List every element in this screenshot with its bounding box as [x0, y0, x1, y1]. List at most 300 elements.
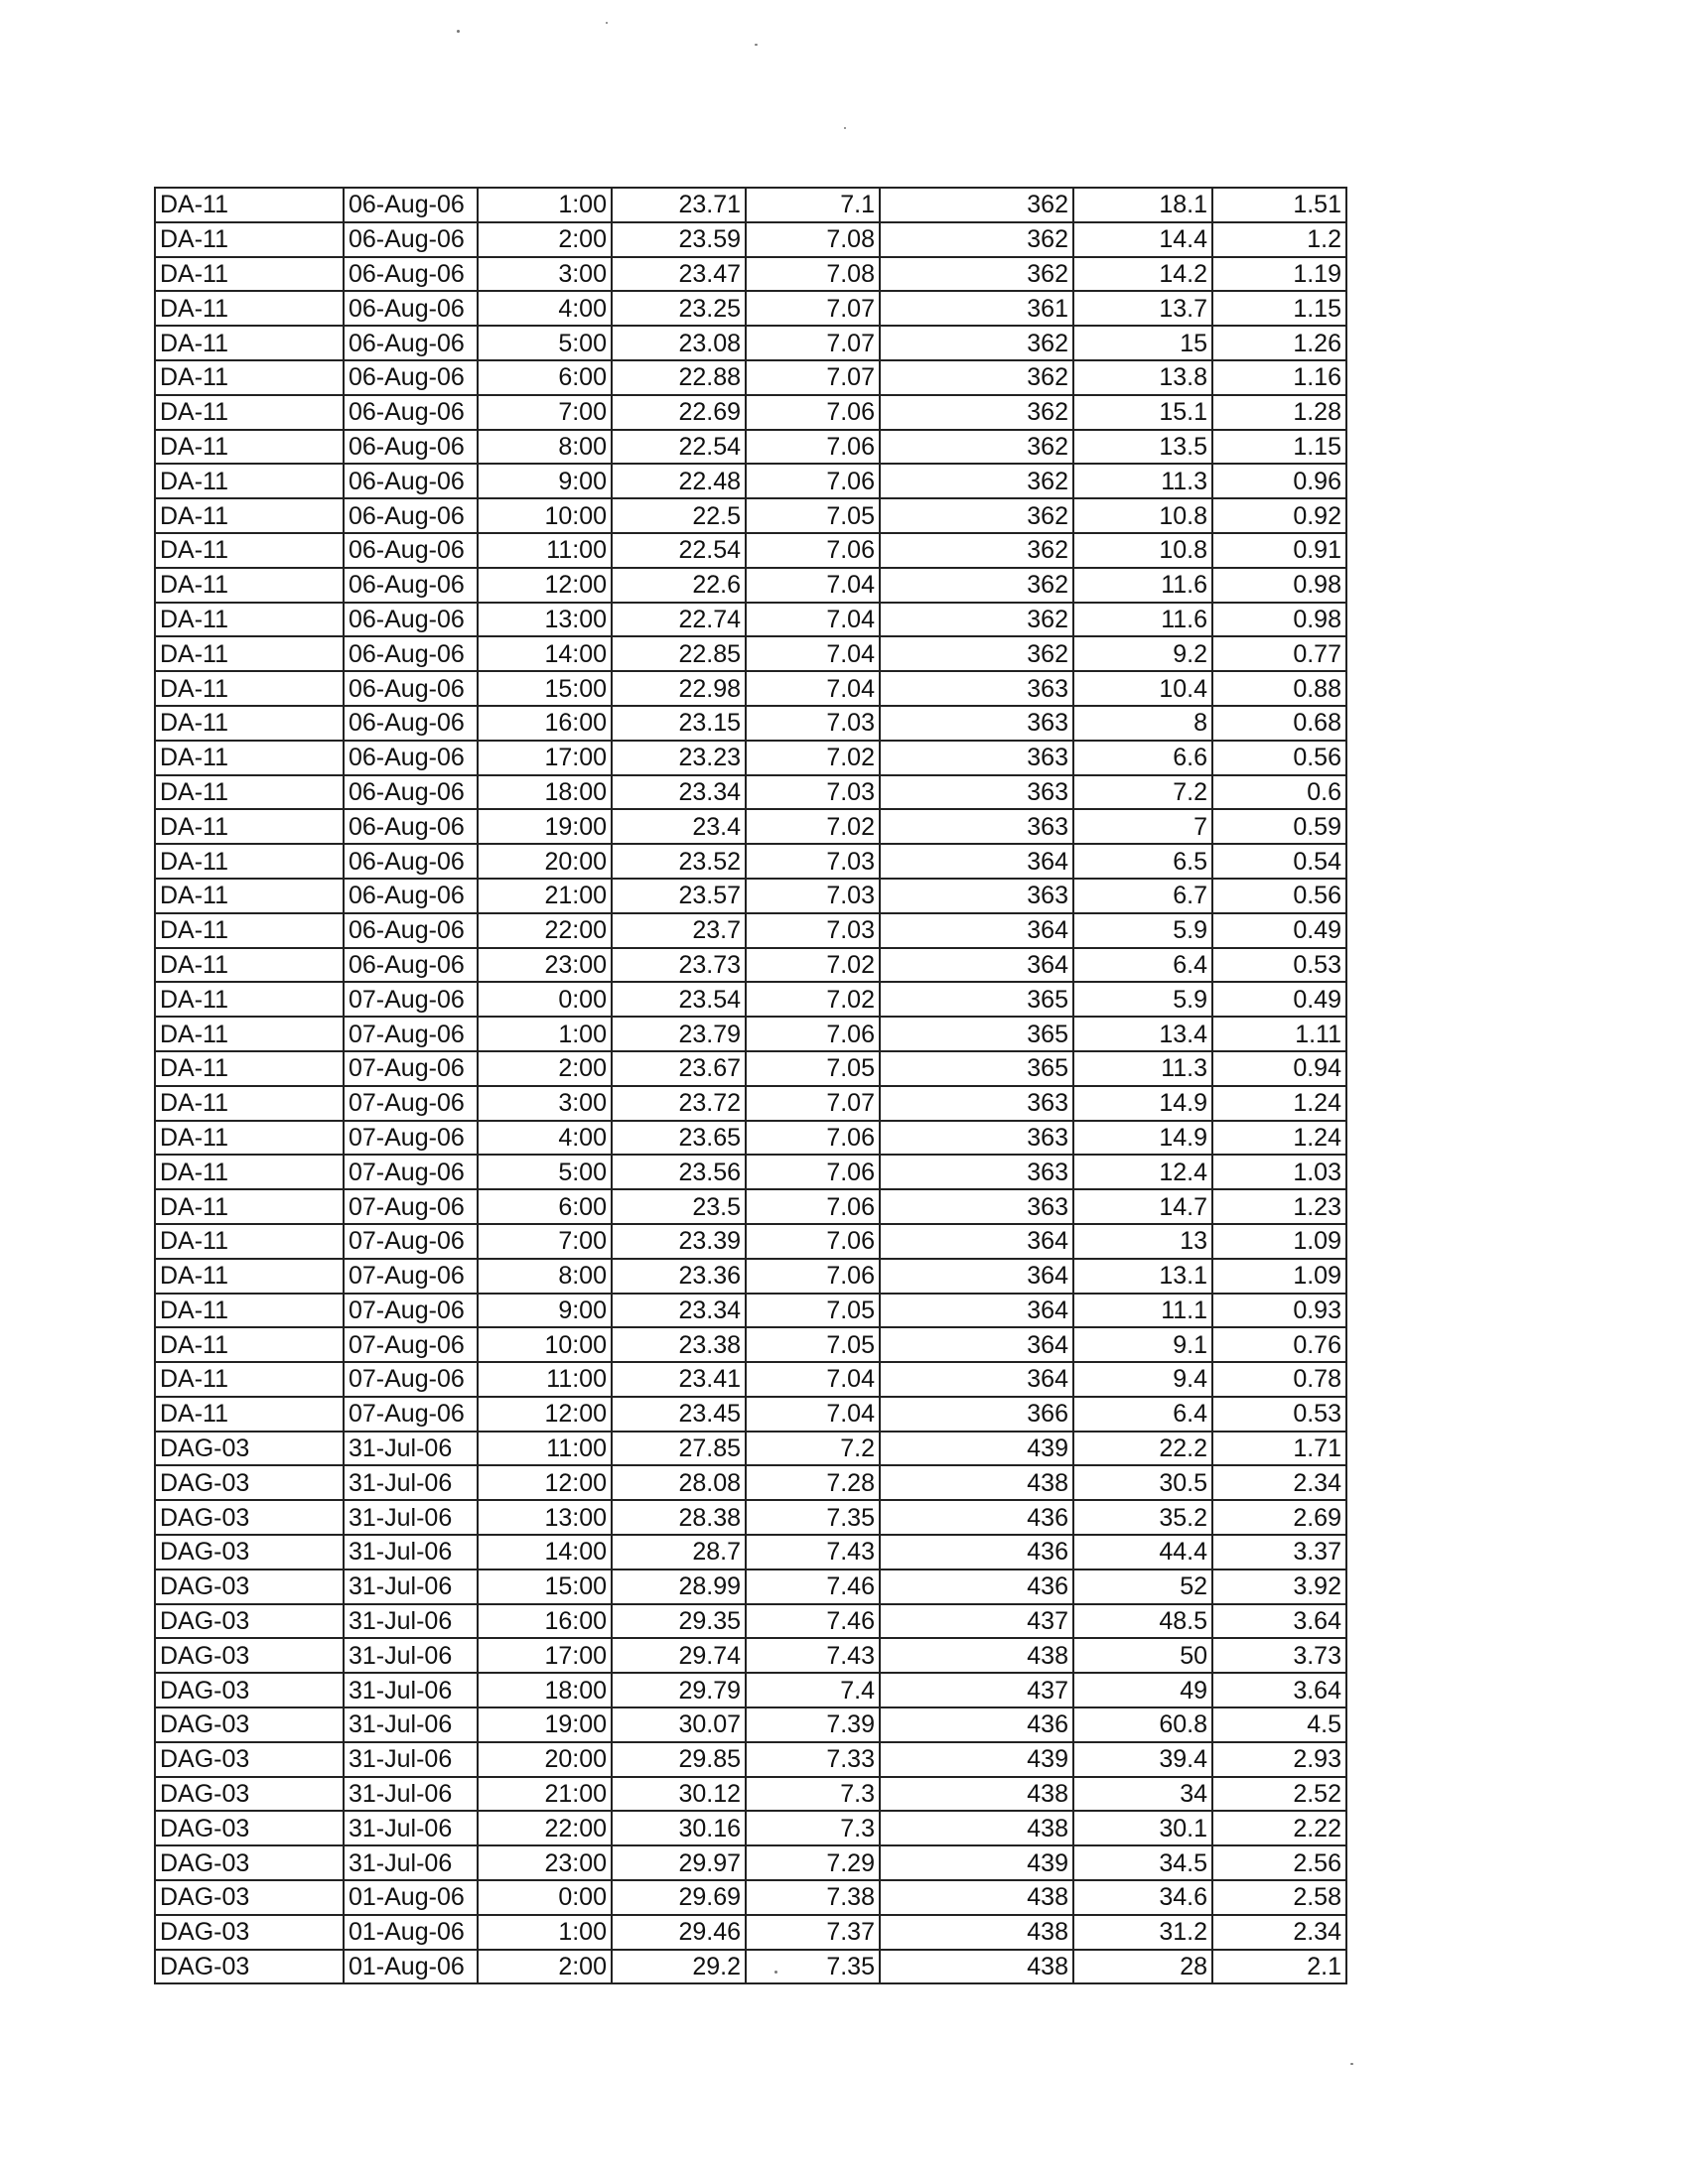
table-cell: 7.43 [746, 1638, 880, 1673]
table-cell: 18:00 [478, 1673, 612, 1707]
table-cell: 23.34 [612, 1294, 746, 1328]
table-row [155, 1294, 1346, 1328]
table-cell: 1.2 [1212, 222, 1346, 257]
table-cell: 7.06 [746, 1189, 880, 1224]
table-cell: 35.2 [1073, 1500, 1212, 1535]
table-cell: 362 [880, 188, 1073, 222]
table-cell: DAG-03 [155, 1845, 344, 1880]
table-cell: 7.06 [746, 395, 880, 430]
table-cell: 14:00 [478, 636, 612, 671]
table-cell: 06-Aug-06 [344, 395, 478, 430]
table-cell: 22.69 [612, 395, 746, 430]
table-cell: 23.71 [612, 188, 746, 222]
table-row [155, 257, 1346, 292]
table-cell: 15 [1073, 326, 1212, 360]
table-cell: 364 [880, 1362, 1073, 1397]
table-cell: 1.26 [1212, 326, 1346, 360]
table-cell: 28.08 [612, 1465, 746, 1500]
table-cell: 23.67 [612, 1051, 746, 1086]
table-cell: 22.74 [612, 603, 746, 637]
table-cell: 0.91 [1212, 533, 1346, 568]
table-cell: 21:00 [478, 1777, 612, 1812]
table-cell: 15:00 [478, 671, 612, 706]
table-row [155, 741, 1346, 775]
table-cell: 06-Aug-06 [344, 291, 478, 326]
table-cell: 365 [880, 1017, 1073, 1051]
table-cell: 7.02 [746, 741, 880, 775]
table-cell: DA-11 [155, 1121, 344, 1156]
table-cell: 1.24 [1212, 1086, 1346, 1121]
table-cell: DA-11 [155, 706, 344, 741]
table-cell: 1.11 [1212, 1017, 1346, 1051]
table-cell: 11.3 [1073, 1051, 1212, 1086]
table-cell: 7.46 [746, 1604, 880, 1639]
table-cell: 438 [880, 1950, 1073, 1984]
table-cell: 365 [880, 982, 1073, 1017]
table-cell: 06-Aug-06 [344, 671, 478, 706]
table-cell: 30.12 [612, 1777, 746, 1812]
table-cell: DA-11 [155, 948, 344, 983]
table-cell: DAG-03 [155, 1880, 344, 1915]
table-cell: 437 [880, 1604, 1073, 1639]
table-cell: 0.54 [1212, 844, 1346, 879]
table-cell: 363 [880, 741, 1073, 775]
table-cell: 23.08 [612, 326, 746, 360]
table-cell: 364 [880, 913, 1073, 948]
table-cell: 28.99 [612, 1570, 746, 1604]
table-cell: 17:00 [478, 741, 612, 775]
table-cell: DAG-03 [155, 1950, 344, 1984]
table-cell: 436 [880, 1570, 1073, 1604]
table-cell: 13:00 [478, 1500, 612, 1535]
table-cell: 07-Aug-06 [344, 1224, 478, 1259]
table-cell: 7.06 [746, 533, 880, 568]
table-cell: 15:00 [478, 1570, 612, 1604]
table-row [155, 1465, 1346, 1500]
table-cell: 0.56 [1212, 879, 1346, 913]
table-cell: 23.34 [612, 775, 746, 810]
table-cell: 06-Aug-06 [344, 706, 478, 741]
table-cell: 06-Aug-06 [344, 603, 478, 637]
table-cell: 14:00 [478, 1535, 612, 1570]
table-cell: 23.65 [612, 1121, 746, 1156]
table-cell: 50 [1073, 1638, 1212, 1673]
table-cell: 13.4 [1073, 1017, 1212, 1051]
table-cell: 6:00 [478, 360, 612, 395]
table-cell: 7.07 [746, 1086, 880, 1121]
table-cell: 22.54 [612, 533, 746, 568]
table-cell: 7.06 [746, 1259, 880, 1294]
table-cell: 6.5 [1073, 844, 1212, 879]
table-cell: 31-Jul-06 [344, 1845, 478, 1880]
table-cell: 12.4 [1073, 1155, 1212, 1189]
table-cell: DA-11 [155, 1017, 344, 1051]
table-cell: 29.69 [612, 1880, 746, 1915]
table-cell: 06-Aug-06 [344, 741, 478, 775]
table-row [155, 948, 1346, 983]
table-cell: 7.06 [746, 430, 880, 465]
table-cell: 7.05 [746, 498, 880, 533]
table-cell: 0.68 [1212, 706, 1346, 741]
table-cell: DAG-03 [155, 1638, 344, 1673]
table-cell: 365 [880, 1051, 1073, 1086]
table-cell: 07-Aug-06 [344, 1362, 478, 1397]
table-row [155, 188, 1346, 222]
table-cell: 7.07 [746, 326, 880, 360]
table-cell: 3.92 [1212, 1570, 1346, 1604]
table-cell: 363 [880, 809, 1073, 844]
table-cell: 2.22 [1212, 1811, 1346, 1845]
table-cell: 439 [880, 1742, 1073, 1777]
table-cell: 31-Jul-06 [344, 1604, 478, 1639]
table-cell: 07-Aug-06 [344, 1155, 478, 1189]
table-cell: 438 [880, 1811, 1073, 1845]
table-cell: 9.2 [1073, 636, 1212, 671]
table-cell: 363 [880, 879, 1073, 913]
table-cell: 12:00 [478, 1397, 612, 1432]
table-cell: DA-11 [155, 1362, 344, 1397]
table-cell: 7.35 [746, 1950, 880, 1984]
data-table-body [155, 188, 1346, 1983]
table-row [155, 326, 1346, 360]
table-cell: 07-Aug-06 [344, 1086, 478, 1121]
table-cell: 0.49 [1212, 913, 1346, 948]
table-cell: 9.1 [1073, 1327, 1212, 1362]
table-cell: 0.93 [1212, 1294, 1346, 1328]
table-cell: 31-Jul-06 [344, 1707, 478, 1742]
table-row [155, 395, 1346, 430]
table-cell: 16:00 [478, 1604, 612, 1639]
table-cell: 22.54 [612, 430, 746, 465]
table-cell: 2:00 [478, 222, 612, 257]
table-row [155, 1535, 1346, 1570]
table-cell: 23.73 [612, 948, 746, 983]
table-cell: DA-11 [155, 1327, 344, 1362]
table-cell: 7.3 [746, 1777, 880, 1812]
table-cell: 361 [880, 291, 1073, 326]
table-cell: 28.7 [612, 1535, 746, 1570]
table-cell: 1.71 [1212, 1432, 1346, 1466]
table-cell: 0.76 [1212, 1327, 1346, 1362]
table-cell: 363 [880, 1189, 1073, 1224]
table-cell: 362 [880, 636, 1073, 671]
table-row [155, 1880, 1346, 1915]
table-cell: 364 [880, 844, 1073, 879]
table-cell: 34 [1073, 1777, 1212, 1812]
table-cell: 364 [880, 1224, 1073, 1259]
table-cell: 06-Aug-06 [344, 568, 478, 603]
table-cell: DAG-03 [155, 1777, 344, 1812]
table-cell: 0.53 [1212, 1397, 1346, 1432]
table-cell: 7.3 [746, 1811, 880, 1845]
table-cell: DA-11 [155, 533, 344, 568]
table-row [155, 844, 1346, 879]
table-cell: DA-11 [155, 464, 344, 498]
table-cell: 07-Aug-06 [344, 1189, 478, 1224]
table-cell: 7.06 [746, 1017, 880, 1051]
table-cell: 06-Aug-06 [344, 430, 478, 465]
table-row [155, 291, 1346, 326]
table-cell: 438 [880, 1638, 1073, 1673]
table-cell: 3.64 [1212, 1604, 1346, 1639]
table-cell: 7:00 [478, 1224, 612, 1259]
table-cell: 3.73 [1212, 1638, 1346, 1673]
table-cell: 2.34 [1212, 1465, 1346, 1500]
table-cell: 364 [880, 948, 1073, 983]
table-cell: 11.3 [1073, 464, 1212, 498]
table-row [155, 360, 1346, 395]
table-cell: 364 [880, 1294, 1073, 1328]
table-row [155, 430, 1346, 465]
table-cell: 23.47 [612, 257, 746, 292]
table-row [155, 1224, 1346, 1259]
table-cell: DA-11 [155, 257, 344, 292]
table-cell: 19:00 [478, 1707, 612, 1742]
table-cell: 15.1 [1073, 395, 1212, 430]
table-cell: 23.23 [612, 741, 746, 775]
table-cell: 23.25 [612, 291, 746, 326]
table-cell: 9:00 [478, 464, 612, 498]
table-cell: 7.06 [746, 464, 880, 498]
table-cell: 8 [1073, 706, 1212, 741]
table-cell: 0.88 [1212, 671, 1346, 706]
table-cell: 7.02 [746, 809, 880, 844]
table-row [155, 1051, 1346, 1086]
table-cell: 23.72 [612, 1086, 746, 1121]
table-cell: 31-Jul-06 [344, 1673, 478, 1707]
table-cell: 22.5 [612, 498, 746, 533]
table-row [155, 1570, 1346, 1604]
table-cell: 29.79 [612, 1673, 746, 1707]
table-cell: 31-Jul-06 [344, 1742, 478, 1777]
table-cell: 364 [880, 1327, 1073, 1362]
table-cell: 1:00 [478, 1915, 612, 1950]
table-row [155, 809, 1346, 844]
table-cell: 06-Aug-06 [344, 636, 478, 671]
table-cell: DAG-03 [155, 1535, 344, 1570]
table-cell: 29.74 [612, 1638, 746, 1673]
table-cell: 9:00 [478, 1294, 612, 1328]
table-cell: 7.43 [746, 1535, 880, 1570]
table-cell: DA-11 [155, 568, 344, 603]
table-row [155, 533, 1346, 568]
table-cell: 29.97 [612, 1845, 746, 1880]
table-cell: 31-Jul-06 [344, 1638, 478, 1673]
table-cell: 13.1 [1073, 1259, 1212, 1294]
table-cell: 31-Jul-06 [344, 1811, 478, 1845]
table-cell: 366 [880, 1397, 1073, 1432]
table-row [155, 636, 1346, 671]
table-cell: 22.88 [612, 360, 746, 395]
table-cell: 28 [1073, 1950, 1212, 1984]
table-cell: 29.35 [612, 1604, 746, 1639]
table-cell: 362 [880, 533, 1073, 568]
table-cell: 10:00 [478, 498, 612, 533]
table-cell: 363 [880, 1121, 1073, 1156]
table-cell: 13.7 [1073, 291, 1212, 326]
table-cell: 7.04 [746, 671, 880, 706]
table-cell: 363 [880, 671, 1073, 706]
table-cell: 17:00 [478, 1638, 612, 1673]
table-cell: 7.07 [746, 360, 880, 395]
table-cell: DA-11 [155, 1294, 344, 1328]
table-cell: 5.9 [1073, 913, 1212, 948]
table-cell: 06-Aug-06 [344, 879, 478, 913]
table-cell: 363 [880, 1086, 1073, 1121]
table-cell: 2:00 [478, 1950, 612, 1984]
table-cell: 362 [880, 360, 1073, 395]
table-cell: DAG-03 [155, 1915, 344, 1950]
table-cell: 06-Aug-06 [344, 844, 478, 879]
table-cell: 52 [1073, 1570, 1212, 1604]
table-cell: 13.8 [1073, 360, 1212, 395]
table-cell: 23.5 [612, 1189, 746, 1224]
table-cell: DA-11 [155, 809, 344, 844]
table-cell: 23.38 [612, 1327, 746, 1362]
table-cell: 14.2 [1073, 257, 1212, 292]
table-cell: DA-11 [155, 775, 344, 810]
table-row [155, 1086, 1346, 1121]
table-cell: 6.4 [1073, 948, 1212, 983]
table-cell: 31-Jul-06 [344, 1500, 478, 1535]
table-cell: 18.1 [1073, 188, 1212, 222]
table-cell: 01-Aug-06 [344, 1950, 478, 1984]
table-row [155, 1259, 1346, 1294]
table-cell: 363 [880, 775, 1073, 810]
table-cell: 362 [880, 464, 1073, 498]
table-cell: 06-Aug-06 [344, 360, 478, 395]
table-cell: 439 [880, 1845, 1073, 1880]
table-cell: 49 [1073, 1673, 1212, 1707]
table-cell: 7.07 [746, 291, 880, 326]
table-cell: 1.03 [1212, 1155, 1346, 1189]
table-cell: 0.6 [1212, 775, 1346, 810]
table-cell: 8:00 [478, 430, 612, 465]
table-cell: 438 [880, 1880, 1073, 1915]
table-cell: 7.06 [746, 1224, 880, 1259]
table-cell: 2.1 [1212, 1950, 1346, 1984]
table-row [155, 498, 1346, 533]
table-cell: DA-11 [155, 879, 344, 913]
table-cell: 22.48 [612, 464, 746, 498]
table-cell: 11:00 [478, 533, 612, 568]
table-cell: DA-11 [155, 430, 344, 465]
table-cell: 362 [880, 430, 1073, 465]
table-cell: DA-11 [155, 326, 344, 360]
scan-speck [606, 22, 608, 24]
table-cell: 1:00 [478, 1017, 612, 1051]
table-cell: 7.4 [746, 1673, 880, 1707]
table-cell: 438 [880, 1915, 1073, 1950]
table-cell: 23.36 [612, 1259, 746, 1294]
table-cell: 06-Aug-06 [344, 188, 478, 222]
table-cell: 7.2 [1073, 775, 1212, 810]
table-cell: DA-11 [155, 1259, 344, 1294]
table-row [155, 222, 1346, 257]
table-cell: 31-Jul-06 [344, 1432, 478, 1466]
table-cell: 31-Jul-06 [344, 1570, 478, 1604]
table-row [155, 879, 1346, 913]
table-cell: DA-11 [155, 222, 344, 257]
table-cell: 06-Aug-06 [344, 257, 478, 292]
table-row [155, 1017, 1346, 1051]
table-cell: 0.78 [1212, 1362, 1346, 1397]
table-cell: 362 [880, 395, 1073, 430]
table-cell: 3:00 [478, 1086, 612, 1121]
table-cell: 5.9 [1073, 982, 1212, 1017]
table-cell: 362 [880, 222, 1073, 257]
table-cell: 7.06 [746, 1155, 880, 1189]
table-cell: 2:00 [478, 1051, 612, 1086]
table-row [155, 982, 1346, 1017]
table-cell: 1.51 [1212, 188, 1346, 222]
table-cell: 7.29 [746, 1845, 880, 1880]
table-cell: 0.77 [1212, 636, 1346, 671]
table-cell: 06-Aug-06 [344, 326, 478, 360]
table-cell: 7.05 [746, 1051, 880, 1086]
table-cell: 362 [880, 257, 1073, 292]
table-cell: 44.4 [1073, 1535, 1212, 1570]
table-row [155, 671, 1346, 706]
table-cell: 30.16 [612, 1811, 746, 1845]
table-cell: 48.5 [1073, 1604, 1212, 1639]
table-row [155, 1397, 1346, 1432]
table-cell: DA-11 [155, 603, 344, 637]
table-cell: 7.04 [746, 636, 880, 671]
table-row [155, 1189, 1346, 1224]
table-cell: 0.56 [1212, 741, 1346, 775]
table-row [155, 603, 1346, 637]
table-cell: DAG-03 [155, 1432, 344, 1466]
table-cell: 39.4 [1073, 1742, 1212, 1777]
table-cell: 07-Aug-06 [344, 1051, 478, 1086]
table-cell: 22.6 [612, 568, 746, 603]
table-cell: DAG-03 [155, 1500, 344, 1535]
table-cell: 11.6 [1073, 568, 1212, 603]
table-cell: 11:00 [478, 1432, 612, 1466]
table-cell: 20:00 [478, 1742, 612, 1777]
table-cell: DA-11 [155, 395, 344, 430]
table-cell: 60.8 [1073, 1707, 1212, 1742]
table-cell: 11:00 [478, 1362, 612, 1397]
table-cell: 7.02 [746, 948, 880, 983]
table-cell: 7.39 [746, 1707, 880, 1742]
table-cell: DA-11 [155, 498, 344, 533]
table-cell: 439 [880, 1432, 1073, 1466]
table-cell: 19:00 [478, 809, 612, 844]
table-cell: 29.2 [612, 1950, 746, 1984]
table-cell: 01-Aug-06 [344, 1880, 478, 1915]
table-row [155, 1432, 1346, 1466]
table-cell: 363 [880, 1155, 1073, 1189]
table-cell: 438 [880, 1465, 1073, 1500]
table-cell: 23:00 [478, 948, 612, 983]
table-cell: 7 [1073, 809, 1212, 844]
table-cell: 7.03 [746, 879, 880, 913]
table-row [155, 1121, 1346, 1156]
table-row [155, 1362, 1346, 1397]
table-cell: 362 [880, 603, 1073, 637]
table-cell: 23.45 [612, 1397, 746, 1432]
table-row [155, 1155, 1346, 1189]
table-cell: 0.98 [1212, 568, 1346, 603]
table-cell: 06-Aug-06 [344, 533, 478, 568]
table-cell: 06-Aug-06 [344, 222, 478, 257]
table-cell: 362 [880, 326, 1073, 360]
table-cell: 7:00 [478, 395, 612, 430]
table-cell: 23.39 [612, 1224, 746, 1259]
table-cell: 6.6 [1073, 741, 1212, 775]
